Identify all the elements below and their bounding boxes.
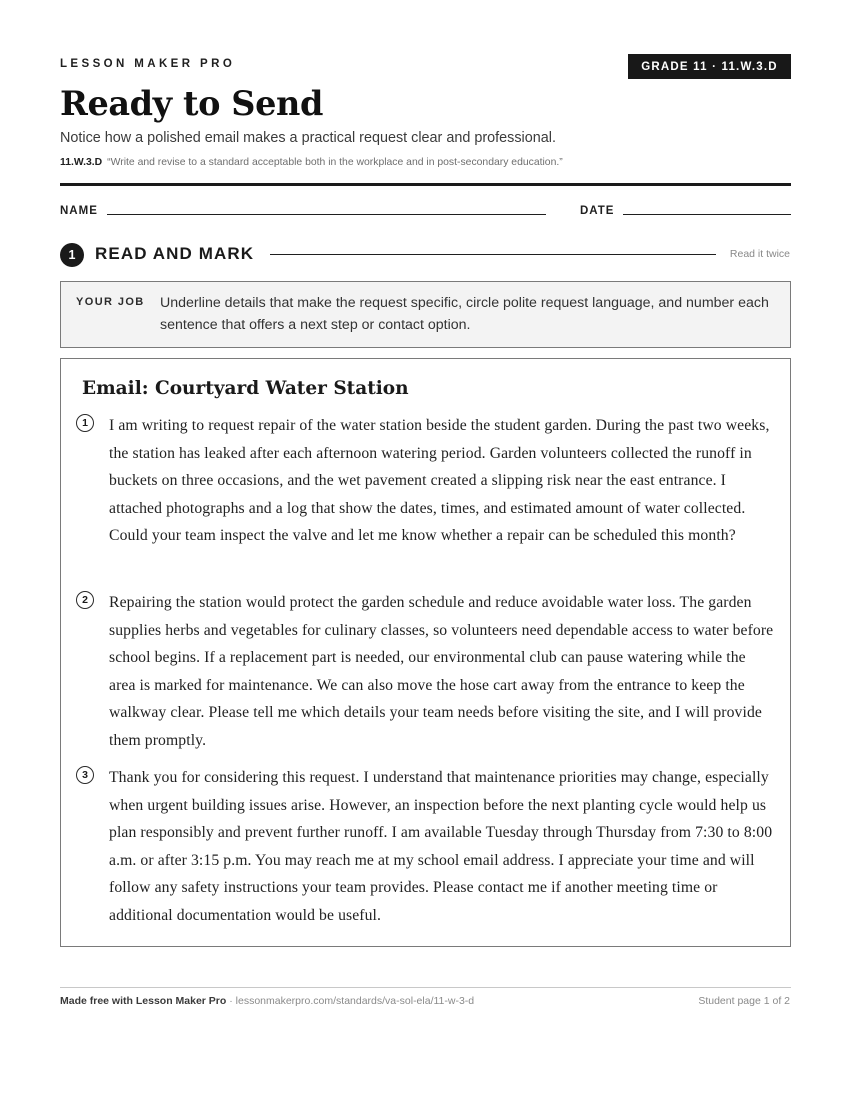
brand-name: LESSON MAKER PRO: [60, 58, 236, 70]
standard-code: 11.W.3.D: [60, 157, 103, 168]
name-label: NAME: [60, 205, 98, 217]
email-paragraph-2[interactable]: Repairing the station would protect the garden schedule and reduce avoidable water loss. The garden supplies herbs and vegetables for culinary classes, so volunteers need dependable access to water before school begins. If a replacement part is needed, our environmental club can pause watering while the area is marked for maintenance. We can also move the hose cart away from the entrance to keep the walkway clear. Please tell me which details your team needs before visiting the site, and I will provide them promptly.: [109, 594, 774, 749]
footer-divider: [60, 987, 791, 988]
instructions-label: YOUR JOB: [76, 296, 145, 308]
instructions-text: Underline details that make the request specific, circle polite request language, and number each sentence that offers a next step or contact option.: [160, 295, 769, 333]
standard-line: [60, 157, 563, 168]
date-label: DATE: [580, 205, 615, 217]
paragraph-number-2: 2: [76, 591, 94, 609]
footer-credit: [60, 995, 474, 1007]
standard-text: “Write and revise to a standard acceptable both in the workplace and in post-secondary education.”: [107, 157, 563, 168]
instructions-box: [60, 281, 791, 348]
footer-made-with: Made free with Lesson Maker Pro: [60, 995, 227, 1007]
header-divider: [60, 183, 791, 186]
section-title: READ AND MARK: [95, 244, 255, 263]
email-paragraph-3[interactable]: Thank you for considering this request. I understand that maintenance priorities may change, especially when urgent building issues arise. However, an inspection before the next planting cycle would help us plan responsibly and prevent further runoff. I am available Tuesday through Thursday from 7:30 to 8:00 a.m. or after 3:15 p.m. You may reach me at my school email address. I appreciate your time and will follow any safety instructions your team provides. Please contact me if another meeting time or additional documentation would be useful.: [109, 769, 773, 924]
email-paragraph-1[interactable]: I am writing to request repair of the water station beside the student garden. During the past two weeks, the station has leaked after each afternoon watering period. Garden volunteers collected the runoff in buckets on three occasions, and the wet pavement created a slipping risk near the east entrance. I attached photographs and a log that show the dates, times, and estimated amount of water collected. Could your team inspect the valve and let me know whether a repair can be scheduled this month?: [109, 417, 770, 544]
page-subtitle: Notice how a polished email makes a practical request clear and professional.: [60, 130, 556, 146]
section-number-badge: 1: [60, 243, 84, 267]
page-title: Ready to Send: [60, 84, 323, 123]
grade-badge: GRADE 11 · 11.W.3.D: [628, 54, 791, 79]
email-title: Email: Courtyard Water Station: [82, 378, 409, 399]
date-field[interactable]: [623, 214, 791, 215]
email-passage: [60, 358, 791, 947]
page-indicator: Student page 1 of 2: [698, 995, 790, 1007]
name-field[interactable]: [107, 214, 546, 215]
footer-separator: ·: [226, 995, 236, 1007]
section-hint: Read it twice: [729, 248, 790, 260]
section-divider: [270, 254, 716, 255]
footer-url[interactable]: lessonmakerpro.com/standards/va-sol-ela/11-w-3-d: [235, 995, 475, 1007]
paragraph-number-1: 1: [76, 414, 94, 432]
paragraph-number-3: 3: [76, 766, 94, 784]
